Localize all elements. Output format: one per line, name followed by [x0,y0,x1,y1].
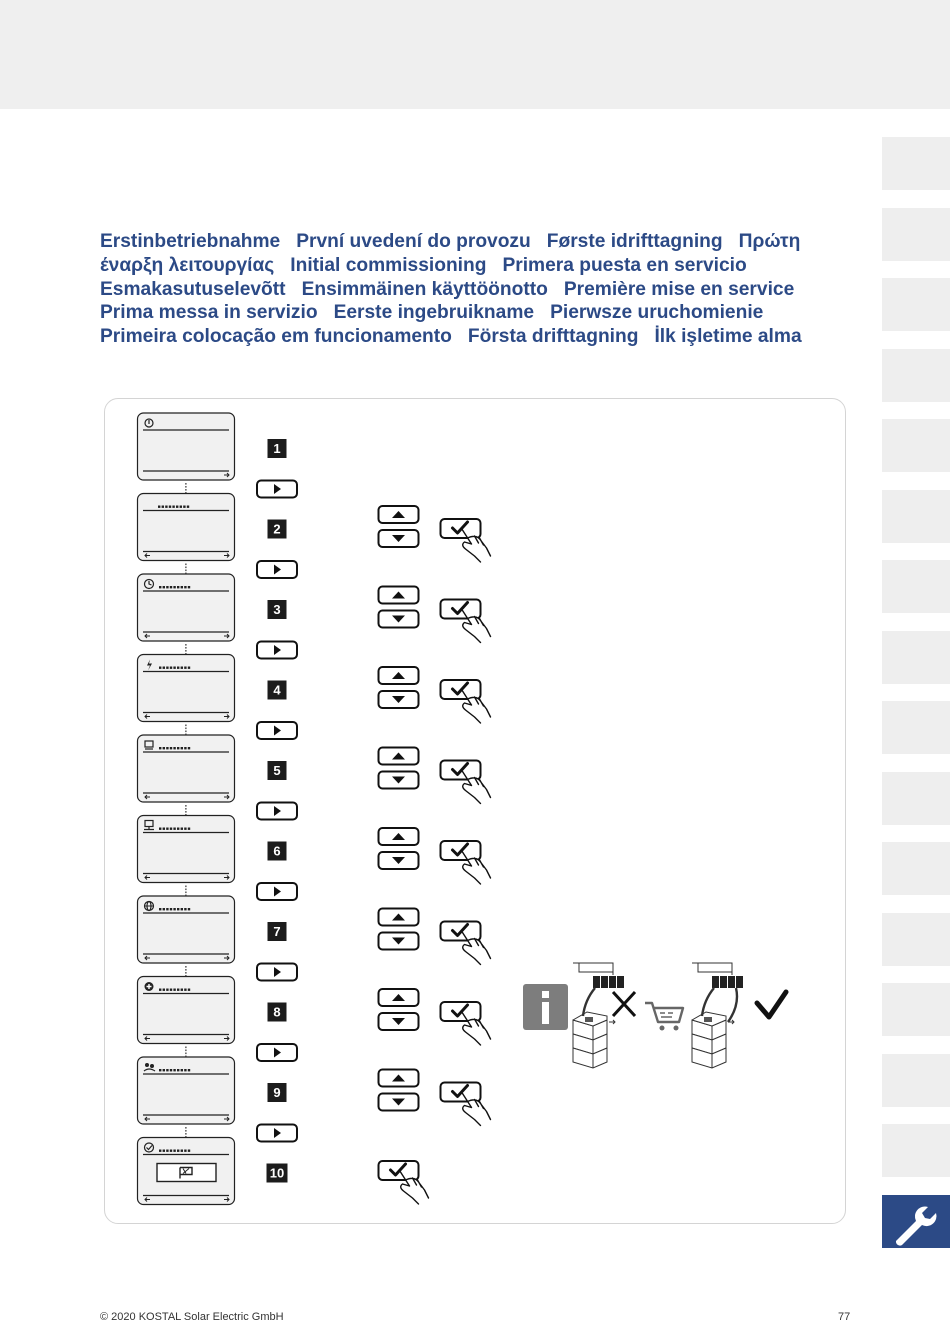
svg-text:1: 1 [273,441,281,456]
next-button[interactable] [257,883,297,900]
display-screen-8 [138,977,235,1058]
svg-text:3: 3 [273,602,281,617]
heading-language-11: Eerste ingebruikname [333,302,535,324]
display-screen-9 [138,1057,235,1138]
ok-button-press[interactable] [441,761,491,804]
step-number-2 [268,520,287,539]
heading-language-13: Primeira colocação em funcionamento [100,326,452,348]
heading-language-12: Pierwsze uruchomienie [550,302,764,324]
up-down-buttons[interactable] [379,989,419,1030]
page-number: 77 [838,1311,851,1323]
heading-language-6: Primera puesta en servicio [502,254,747,276]
up-down-buttons[interactable] [379,506,419,547]
up-down-buttons[interactable] [379,748,419,789]
up-down-buttons[interactable] [379,828,419,869]
svg-text:8: 8 [273,1004,281,1020]
ok-button-press[interactable] [441,1083,491,1126]
next-button[interactable] [257,561,297,578]
heading-language-15: İlk işletime alma [654,326,802,348]
step-number-6 [268,842,287,861]
heading-language-2: První uvedení do provozu [296,231,531,252]
ok-button-press[interactable] [441,1002,491,1045]
check-mark-icon [757,992,786,1017]
step-number-4 [268,681,287,700]
heading-language-7: Esmakasutuselevõtt [100,278,286,300]
svg-text:10: 10 [269,1165,285,1181]
next-button[interactable] [257,722,297,739]
display-screen-2 [138,494,235,575]
ok-button-press[interactable] [441,519,491,562]
next-button[interactable] [257,481,297,498]
display-screen-1 [138,413,235,494]
up-down-buttons[interactable] [379,909,419,950]
display-screen-5 [138,735,235,816]
next-button[interactable] [257,642,297,659]
step-number-10 [267,1164,288,1183]
ok-button-press[interactable] [441,922,491,965]
next-button[interactable] [257,1044,297,1061]
step-number-5 [268,761,287,780]
battery-without-cable-icon [573,963,624,1068]
svg-text:5: 5 [273,763,281,778]
ok-button-press[interactable] [441,841,491,884]
ok-button-press[interactable] [379,1161,429,1204]
step-number-3 [268,600,287,619]
display-screen-10 [138,1138,235,1205]
svg-text:4: 4 [273,682,281,698]
svg-text:9: 9 [273,1085,281,1100]
info-note [523,984,568,1030]
step-number-1 [268,439,287,458]
display-screen-4 [138,655,235,736]
next-button[interactable] [257,1125,297,1142]
ok-button-press[interactable] [441,600,491,643]
shopping-cart-icon [645,1003,683,1031]
display-screen-7 [138,896,235,977]
step-number-7 [268,922,287,941]
heading-language-14: Första drifttagning [467,326,639,348]
heading-language-3: Første idrifttagning [546,231,723,252]
battery-with-cable-icon [692,963,743,1068]
heading-language-9: Première mise en service [563,278,795,300]
heading-language-5: Initial commissioning [290,254,487,276]
next-button[interactable] [257,964,297,981]
footer-copyright: © 2020 KOSTAL Solar Electric GmbH [100,1311,284,1323]
heading-language-4: Πρώτη έναρξη λειτουργίας [100,231,801,276]
display-screen-3 [138,574,235,655]
svg-text:2: 2 [273,521,281,537]
up-down-buttons[interactable] [379,667,419,708]
heading-language-10: Prima messa in servizio [100,302,318,324]
display-screen-6 [138,816,235,897]
step-number-8 [268,1003,287,1022]
up-down-buttons[interactable] [379,1070,419,1111]
heading-language-1: Erstinbetriebnahme [100,231,281,252]
up-down-buttons[interactable] [379,587,419,628]
svg-text:7: 7 [273,924,281,939]
ok-button-press[interactable] [441,680,491,723]
heading-language-8: Ensimmäinen käyttöönotto [301,278,548,300]
cross-mark-icon [613,992,635,1016]
step-number-9 [268,1083,287,1102]
next-button[interactable] [257,803,297,820]
svg-text:6: 6 [273,843,281,859]
